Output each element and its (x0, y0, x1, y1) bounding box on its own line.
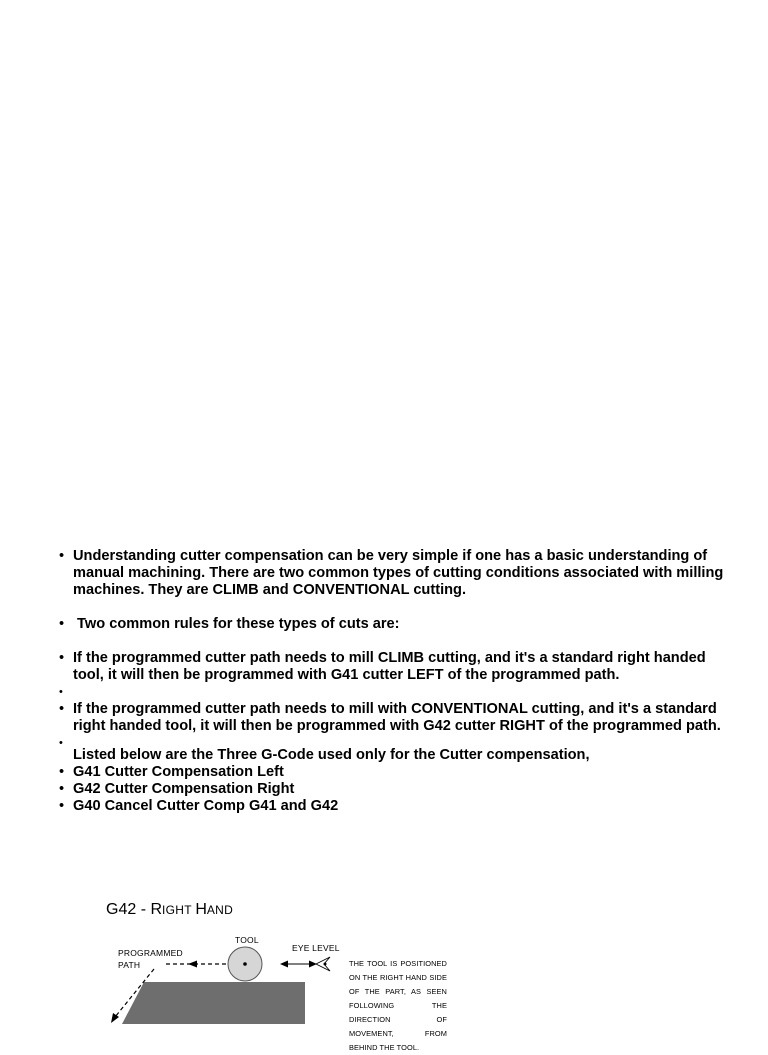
bullet-intro: • Understanding cutter compensation can be very simple if one has a basic understanding of manual machining. There are two common types of cutting conditions associated with milling machines. They are CLIMB and CONVENTIONAL cutting. (56, 548, 724, 599)
bullet-g40: • G40 Cancel Cutter Comp G41 and G42 (56, 798, 724, 815)
empty-bullet (56, 735, 724, 747)
spacer (56, 633, 724, 650)
bullet-g42: • G42 Cutter Compensation Right (56, 781, 724, 798)
bullet-conventional-rule: • If the programmed cutter path needs to mill with CONVENTIONAL cutting, and it's a standard right handed tool, it will then be programmed with G42 cutter RIGHT of the programmed path. (56, 701, 724, 735)
eye-left-arrow-icon (280, 961, 288, 968)
workpiece-shape (122, 982, 305, 1024)
bullet-g41: • G41 Cutter Compensation Left (56, 764, 724, 781)
bullet-rules-heading: • Two common rules for these types of cuts are: (56, 616, 724, 633)
figure-description: THE TOOL IS POSITIONED ON THE RIGHT HAND SIDE OF THE PART, AS SEEN FOLLOWING THE DIRECTION OF MOVEMENT, FROM BEHIND THE TOOL. (349, 959, 447, 1052)
tool-center-dot (243, 962, 247, 966)
eye-pupil (324, 963, 327, 966)
bullet-climb-rule: • If the programmed cutter path needs to mill CLIMB cutting, and it's a standard right handed tool, it will then be programmed with G41 cutter LEFT of the programmed path. (56, 650, 724, 684)
eye-icon (316, 957, 330, 971)
tool-label: TOOL (235, 935, 259, 945)
g42-right-hand-figure (104, 893, 454, 1052)
programmed-path-label: PROGRAMMED PATH (118, 948, 183, 970)
gcode-list-intro: Listed below are the Three G-Code used only for the Cutter compensation, (73, 747, 590, 763)
direction-arrow-icon (188, 961, 197, 968)
eye-level-label: EYE LEVEL (292, 943, 340, 953)
spacer (56, 599, 724, 616)
empty-bullet (56, 684, 724, 701)
figure-title: G42 - RIGHT HAND (106, 901, 234, 918)
slide-body (56, 548, 724, 815)
